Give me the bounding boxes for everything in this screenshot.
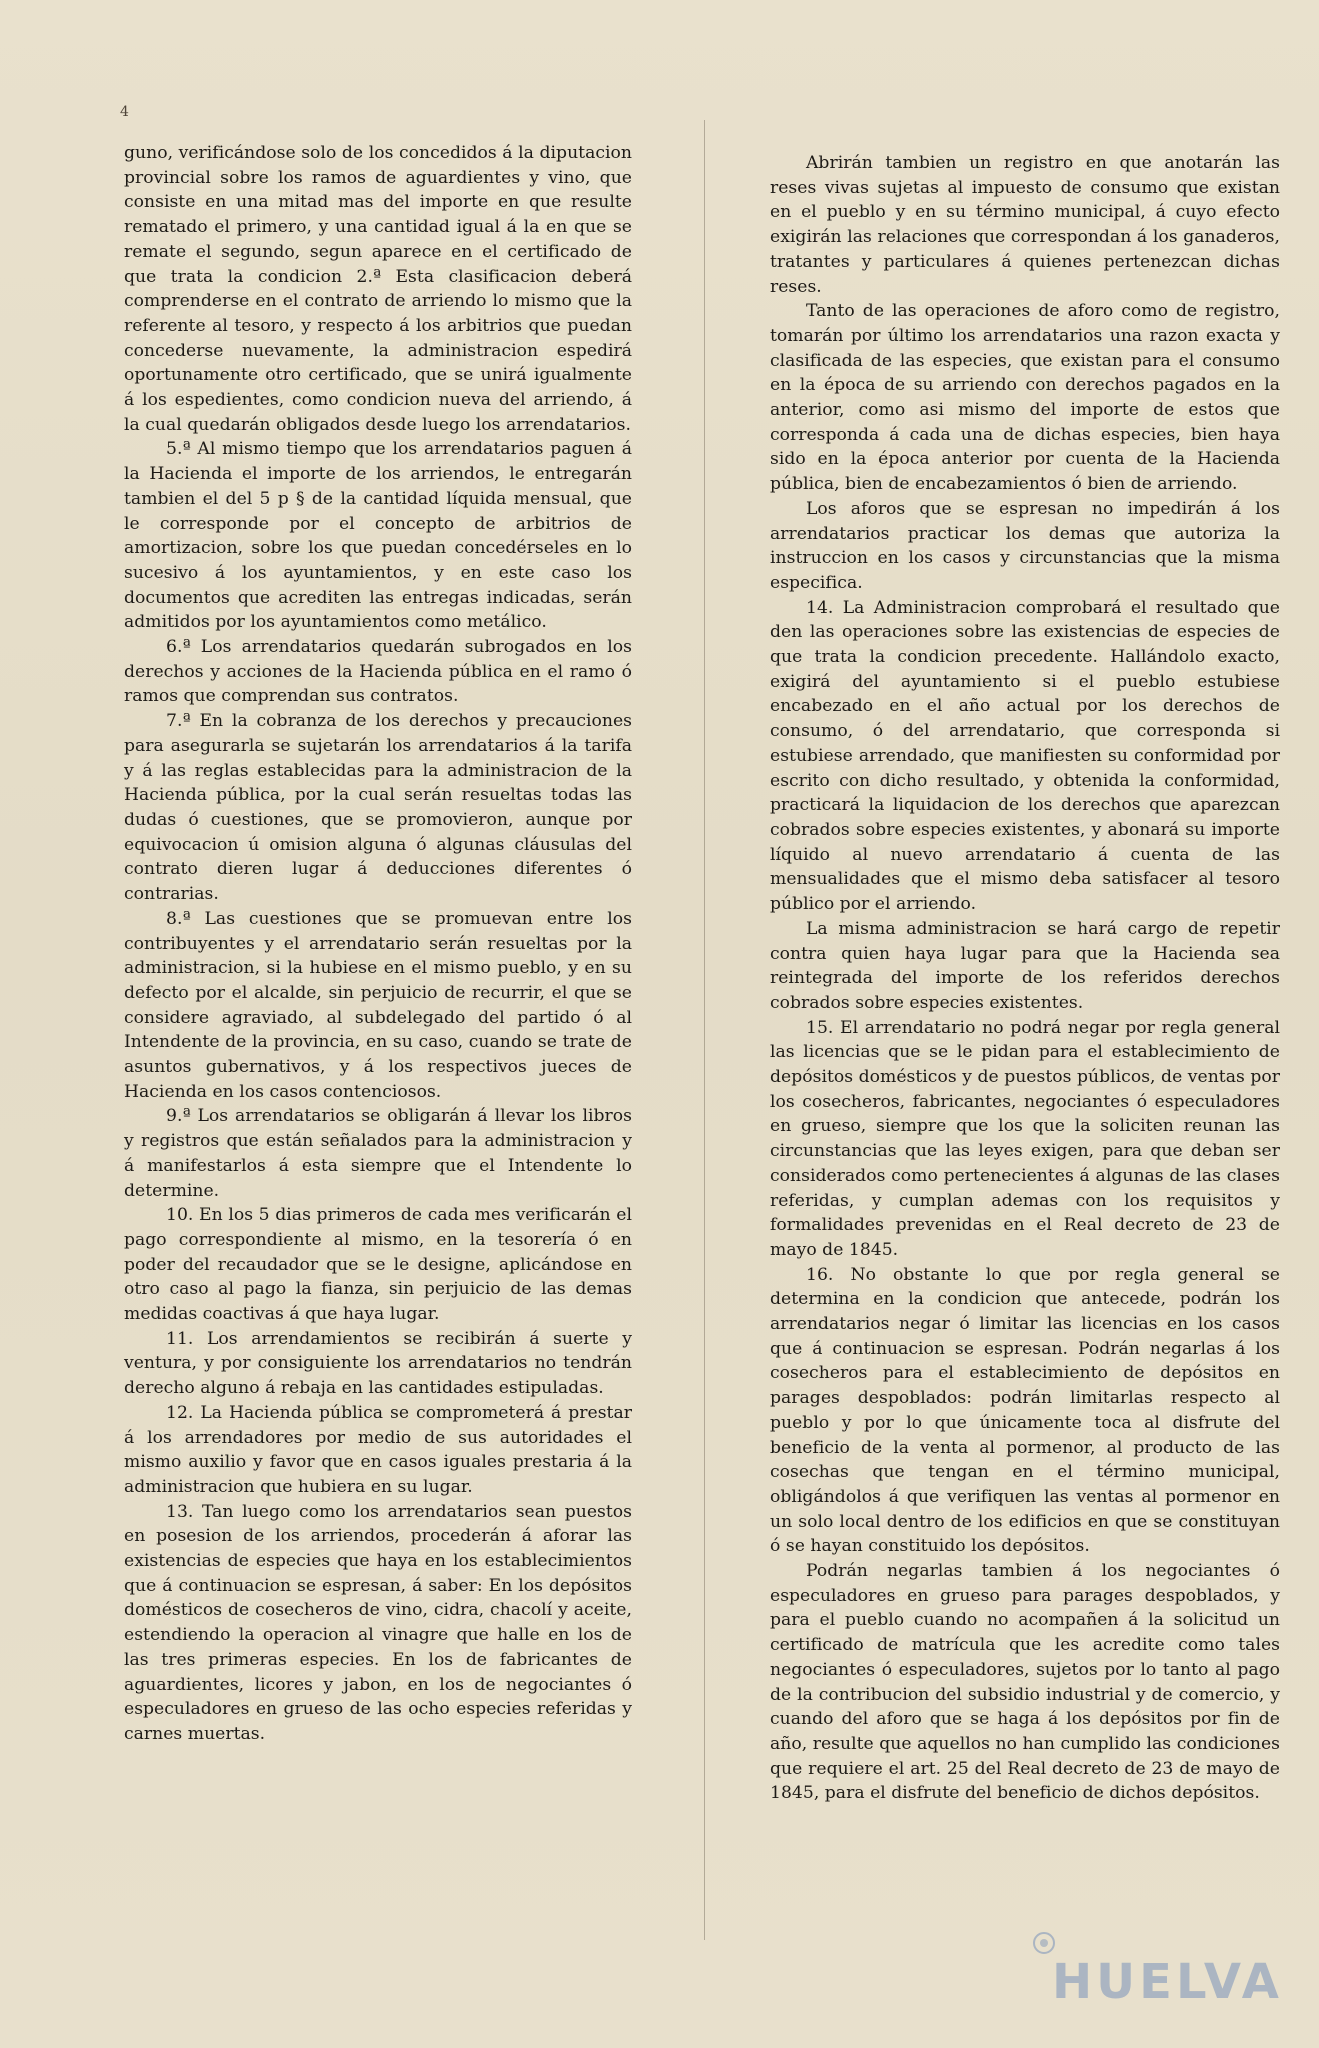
- paragraph-condition-9: 9.ª Los arrendatarios se obligarán á llevar los libros y registros que están señalados para la administracion y á manifestarlos á esta siempre que el Intendente lo determine.: [124, 1106, 632, 1201]
- paragraph-condition-6: 6.ª Los arrendatarios quedarán subrogados en los derechos y acciones de la Hacienda pública en el ramo ó ramos que comprendan sus contratos.: [124, 637, 632, 707]
- paragraph-aforos: Los aforos que se espresan no impedirán á los arrendatarios practicar los demas que autoriza la instruccion en los casos y circunstancias que la misma especifica.: [770, 498, 1280, 593]
- paragraph-registro: Abrirán tambien un registro en que anotarán las reses vivas sujetas al impuesto de consumo que existan en el pueblo y en su término municipal, á cuyo efecto exigirán las relaciones que correspondan á los ganaderos, tratantes y particulares á quienes pertenezcan dichas reses.: [770, 153, 1280, 297]
- left-column: [124, 141, 632, 1747]
- watermark-word: HUELVA: [1052, 1954, 1283, 2010]
- right-column: [770, 151, 1280, 1806]
- paragraph-condition-10: 10. En los 5 dias primeros de cada mes verificarán el pago correspondiente al mismo, en la tesorería ó en poder del recaudador que se le designe, aplicándose en otro caso al pago la fianza, sin perjuicio de las demas medidas coactivas á que haya lugar.: [124, 1205, 632, 1325]
- column-divider: [704, 120, 705, 1940]
- paragraph-condition-7: 7.ª En la cobranza de los derechos y precauciones para asegurarla se sujetarán los arrendatarios á la tarifa y á las reglas establecidas para la administracion de la Hacienda pública, por la cual serán resueltas todas las dudas ó cuestiones, que se promovieron, aunque por equivocacion ú omision alguna ó algunas cláusulas del contrato dieren lugar á deducciones diferentes ó contrarias.: [124, 711, 632, 905]
- paragraph-condition-16: 16. No obstante lo que por regla general se determina en la condicion que antecede, podrán los arrendatarios negar ó limitar las licencias en los casos que á continuacion se espresan. Podrán negarlas á los cosecheros para el establecimiento de depósitos en parages despoblados: podrán limitarlas respecto al pueblo y por lo que únicamente toca al disfrute del beneficio de la venta al pormenor, al producto de las cosechas que tengan en el término municipal, obligándolos á que verifiquen las ventas al pormenor en un solo local dentro de los edificios en que se constituyan ó se hayan constituido los depósitos.: [770, 1264, 1280, 1557]
- paragraph-condition-11: 11. Los arrendamientos se recibirán á suerte y ventura, y por consiguiente los arrendatarios no tendrán derecho alguno á rebaja en las cantidades estipuladas.: [124, 1328, 632, 1399]
- paragraph-continuation: guno, verificándose solo de los concedidos á la diputacion provincial sobre los ramos de aguardientes y vino, que consiste en una mitad mas del importe en que resulte rematado el primero, y una cantidad igual á la en que se remate el segundo, segun aparece en el certificado de que trata la condicion 2.ª Esta clasificacion deberá comprenderse en el contrato de arriendo lo mismo que la referente al tesoro, y respecto á los arbitrios que puedan concederse nuevamente, la administracion espedirá oportunamente otro certificado, que se unirá igualmente á los espedientes, como condicion nueva del arriendo, á la cual quedarán obligados desde luego los arrendatarios.: [124, 143, 632, 435]
- paragraph-condition-15: 15. El arrendatario no podrá negar por regla general las licencias que se le pidan para el establecimiento de depósitos domésticos y de puestos públicos, de ventas por los cosecheros, fabricantes, negociantes ó especuladores en grueso, siempre que los que la soliciten reunan las circunstancias que las leyes exigen, para que deban ser considerados como pertenecientes á algunas de las clases referidas, y cumplan ademas con los requisitos y formalidades prevenidas en el Real decreto de 23 de mayo de 1845.: [770, 1017, 1280, 1260]
- paragraph-condition-14: 14. La Administracion comprobará el resultado que den las operaciones sobre las existencias de especies de que trata la condicion precedente. Hallándolo exacto, exigirá del ayuntamiento si el pueblo estubiese encabezado en el año actual por los derechos de consumo, ó del arrendatario, que corresponda si estubiese arrendado, que manifiesten su conformidad por escrito con dicho resultado, y obtenida la conformidad, practicará la liquidacion de los derechos que aparezcan cobrados sobre especies existentes, y abonará su importe líquido al nuevo arrendatario á cuenta de las mensualidades que el mismo deba satisfacer al tesoro público por el arriendo.: [770, 597, 1280, 915]
- archive-watermark: [1030, 1930, 1283, 2010]
- paragraph-aforo-registro: Tanto de las operaciones de aforo como de registro, tomarán por último los arrendatarios una razon exacta y clasificada de las especies, que existan para el consumo en la época de su arriendo con derechos pagados en la anterior, como asi mismo del importe de estos que corresponda á cada una de dichas especies, bien haya sido en la época anterior por cuenta de la Hacienda pública, bien de encabezamientos ó bien de arriendo.: [770, 301, 1280, 495]
- archive-logo-icon: [1030, 1930, 1090, 1956]
- paragraph-condition-8: 8.ª Las cuestiones que se promuevan entre los contribuyentes y el arrendatario serán resueltas por la administracion, si la hubiese en el mismo pueblo, y en su defecto por el alcalde, sin perjuicio de recurrir, el que se considere agraviado, al subdelegado del partido ó al Intendente de la provincia, en su caso, cuando se trate de asuntos gubernativos, y á los respectivos jueces de Hacienda en los casos contenciosos.: [124, 908, 632, 1102]
- paragraph-reintegro: La misma administracion se hará cargo de repetir contra quien haya lugar para que la Hacienda sea reintegrada del importe de los referidos derechos cobrados sobre especies existentes.: [770, 918, 1280, 1013]
- page-corner-mark: 4: [120, 104, 129, 120]
- paragraph-condition-13: 13. Tan luego como los arrendatarios sean puestos en posesion de los arriendos, procederán á aforar las existencias de especies que haya en los establecimientos que á continuacion se espresan, á saber: En los depósitos domésticos de cosecheros de vino, cidra, chacolí y aceite, estendiendo la operacion al vinagre que halle en los de las tres primeras especies. En los de fabricantes de aguardientes, licores y jabon, en los de negociantes ó especuladores en grueso de las ocho especies referidas y carnes muertas.: [124, 1501, 632, 1744]
- paragraph-condition-5: 5.ª Al mismo tiempo que los arrendatarios paguen á la Hacienda el importe de los arriendos, le entregarán tambien el del 5 p § de la cantidad líquida mensual, que le corresponde por el concepto de arbitrios de amortizacion, sobre los que puedan concedérseles en lo sucesivo á los ayuntamientos, y en este caso los documentos que acrediten las entregas indicadas, serán admitidos por los ayuntamientos como metálico.: [124, 439, 632, 633]
- paragraph-negociantes: Podrán negarlas tambien á los negociantes ó especuladores en grueso para parages despoblados, y para el pueblo cuando no acompañen á la solicitud un certificado de matrícula que les acredite como tales negociantes ó especuladores, sujetos por lo tanto al pago de la contribucion del subsidio industrial y de comercio, y cuando del aforo que se haga á los depósitos por fin de año, resulte que aquellos no han cumplido las condiciones que requiere el art. 25 del Real decreto de 23 de mayo de 1845, para el disfrute del beneficio de dichos depósitos.: [770, 1561, 1280, 1804]
- paragraph-condition-12: 12. La Hacienda pública se comprometerá á prestar á los arrendadores por medio de sus autoridades el mismo auxilio y favor que en casos iguales prestaria á la administracion que hubiera en su lugar.: [124, 1402, 632, 1497]
